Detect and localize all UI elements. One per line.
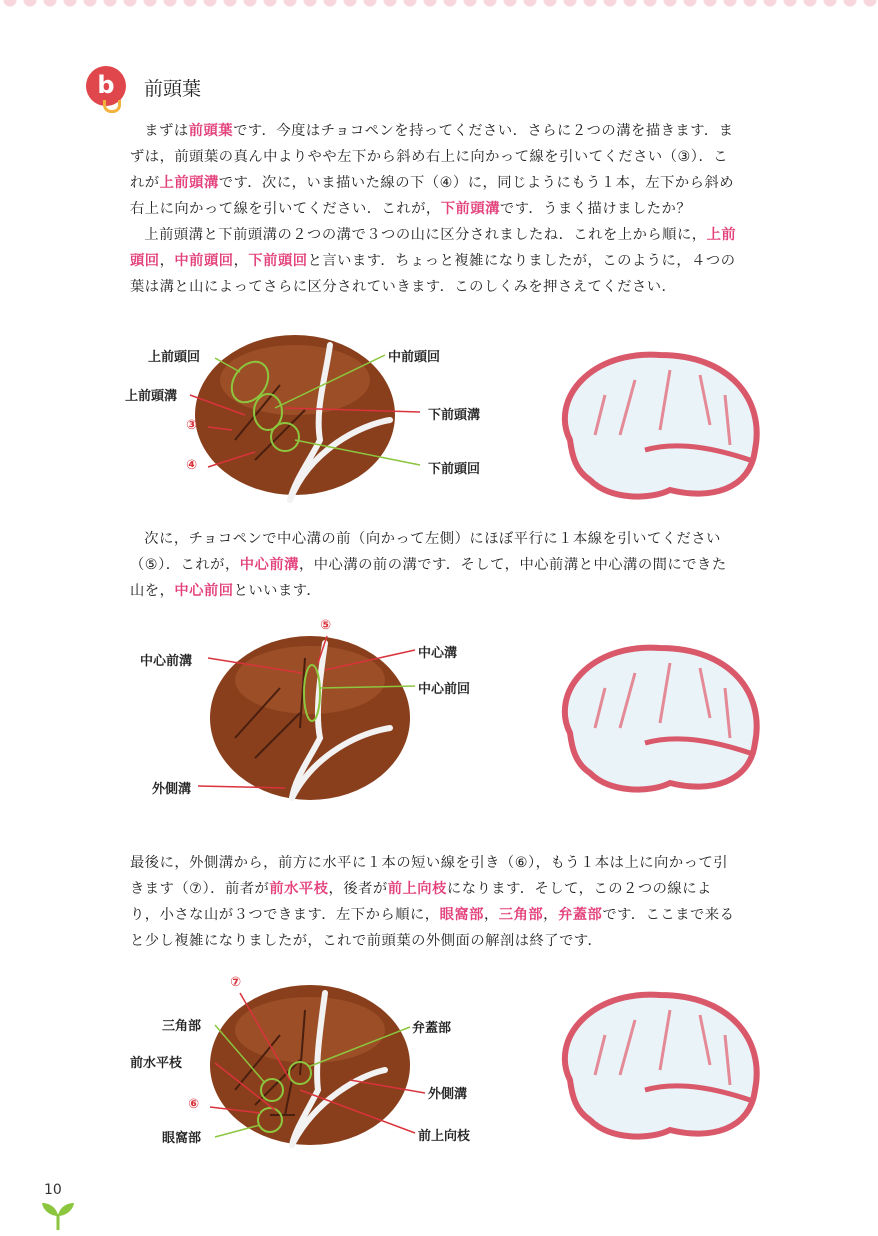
label-superior-frontal-sulcus: 上前頭溝	[125, 389, 178, 404]
bread-highlight	[235, 997, 385, 1063]
label-lateral-sulcus: 外側溝	[428, 1087, 468, 1102]
paragraph-block-2	[130, 526, 740, 604]
paragraph-2	[130, 222, 740, 300]
text: です．次に，いま描いた線の下（④）に，同じようにもう１本，左下から斜め右上に向かって線を引いてください．これが，	[130, 175, 735, 217]
term-pars-triangularis: 三角部	[498, 907, 544, 923]
label-central-sulcus: 中心溝	[418, 646, 458, 661]
label-anterior-ascending-ramus: 前上向枝	[418, 1129, 471, 1144]
label-inferior-frontal-sulcus: 下前頭溝	[428, 408, 481, 423]
text: になります．そして，この２つの線により，小さな山が３つできます．左下から順に，	[130, 881, 712, 923]
decorative-top-border	[0, 0, 878, 26]
label-pars-orbitalis: 眼窩部	[162, 1131, 202, 1146]
term-anterior-horizontal-ramus: 前水平枝	[269, 881, 329, 897]
leader-orbital	[215, 1125, 260, 1137]
marker-3: ③	[186, 418, 198, 433]
label-lateral-sulcus: 外側溝	[152, 782, 192, 797]
term-pars-opercularis: 弁蓋部	[557, 907, 603, 923]
term-frontal-lobe: 前頭葉	[188, 123, 234, 139]
figure-1	[120, 330, 760, 510]
label-middle-frontal-gyrus: 中前頭回	[388, 350, 441, 365]
text: ，	[543, 907, 558, 923]
marker-5: ⑤	[320, 618, 332, 633]
bread-highlight	[220, 345, 370, 415]
text: です．ここまで来ると少し複雑になりましたが，これで前頭葉の外側面の解剖は終了です．	[130, 907, 735, 949]
page-number: 10	[44, 1182, 62, 1198]
text: ，後者が	[328, 881, 388, 897]
term-superior-frontal-gyrus: 上前頭回	[130, 227, 737, 269]
text: ，	[233, 253, 249, 269]
text: といいます．	[233, 583, 322, 599]
paragraph-block-1	[130, 118, 740, 300]
text: と言います．ちょっと複雑になりましたが，このように，４つの葉は溝と山によってさらに区分されていきます．このしくみを押さえてください．	[130, 253, 736, 295]
section-title: 前頭葉	[144, 78, 202, 100]
figure-3	[120, 975, 760, 1160]
text: 上前頭溝と下前頭溝の２つの溝で３つの山に区分されましたね．これを上から順に，	[144, 227, 707, 243]
brain-illustration-3	[565, 995, 757, 1137]
section-badge: b	[86, 66, 126, 106]
text: ，	[483, 907, 499, 923]
term-anterior-ascending-ramus: 前上向枝	[387, 881, 447, 897]
paragraph-3	[130, 526, 740, 604]
label-inferior-frontal-gyrus: 下前頭回	[428, 462, 481, 477]
term-precentral-sulcus: 中心前溝	[239, 557, 299, 573]
term-superior-frontal-sulcus: 上前頭溝	[159, 175, 219, 191]
term-inferior-frontal-gyrus: 下前頭回	[248, 253, 308, 269]
text: です．うまく描けましたか？	[499, 201, 692, 217]
label-precentral-sulcus: 中心前溝	[140, 654, 193, 669]
text: 次に，チョコペンで中心溝の前（向かって左側）にほぼ平行に１本線を引いてください（⑤）．これが，	[130, 531, 721, 573]
text: です．今度はチョコペンを持ってください．さらに２つの溝を描きます．まずは，前頭葉の真ん中よりやや左下から斜め右上に向かって線を引いてください（③）．これが	[130, 123, 734, 191]
term-precentral-gyrus: 中心前回	[174, 583, 234, 599]
label-precentral-gyrus: 中心前回	[418, 682, 471, 697]
paragraph-block-3	[130, 850, 740, 954]
text: まずは	[144, 123, 189, 139]
marker-4: ④	[186, 458, 198, 473]
label-pars-triangularis: 三角部	[162, 1019, 202, 1034]
label-pars-opercularis: 弁蓋部	[412, 1021, 452, 1036]
bread-highlight	[235, 646, 385, 714]
term-middle-frontal-gyrus: 中前頭回	[174, 253, 234, 269]
text: 最後に，外側溝から，前方に水平に１本の短い線を引き（⑥），もう１本は上に向かって引きます（⑦）．前者が	[130, 855, 729, 897]
label-anterior-horizontal-ramus: 前水平枝	[130, 1056, 183, 1071]
figure-2	[120, 618, 760, 808]
text: ，	[159, 253, 175, 269]
marker-7: ⑦	[230, 975, 242, 990]
term-pars-orbitalis: 眼窩部	[439, 907, 484, 923]
marker-6: ⑥	[188, 1097, 200, 1112]
term-inferior-frontal-sulcus: 下前頭溝	[440, 201, 500, 217]
sprout-icon	[40, 1200, 76, 1230]
label-superior-frontal-gyrus: 上前頭回	[148, 350, 201, 365]
text: ，中心溝の前の溝です．そして，中心前溝と中心溝の間にできた山を，	[130, 557, 727, 599]
brain-illustration-2	[565, 648, 757, 790]
paragraph-1	[130, 118, 740, 222]
brain-illustration-1	[565, 355, 757, 497]
paragraph-4	[130, 850, 740, 954]
